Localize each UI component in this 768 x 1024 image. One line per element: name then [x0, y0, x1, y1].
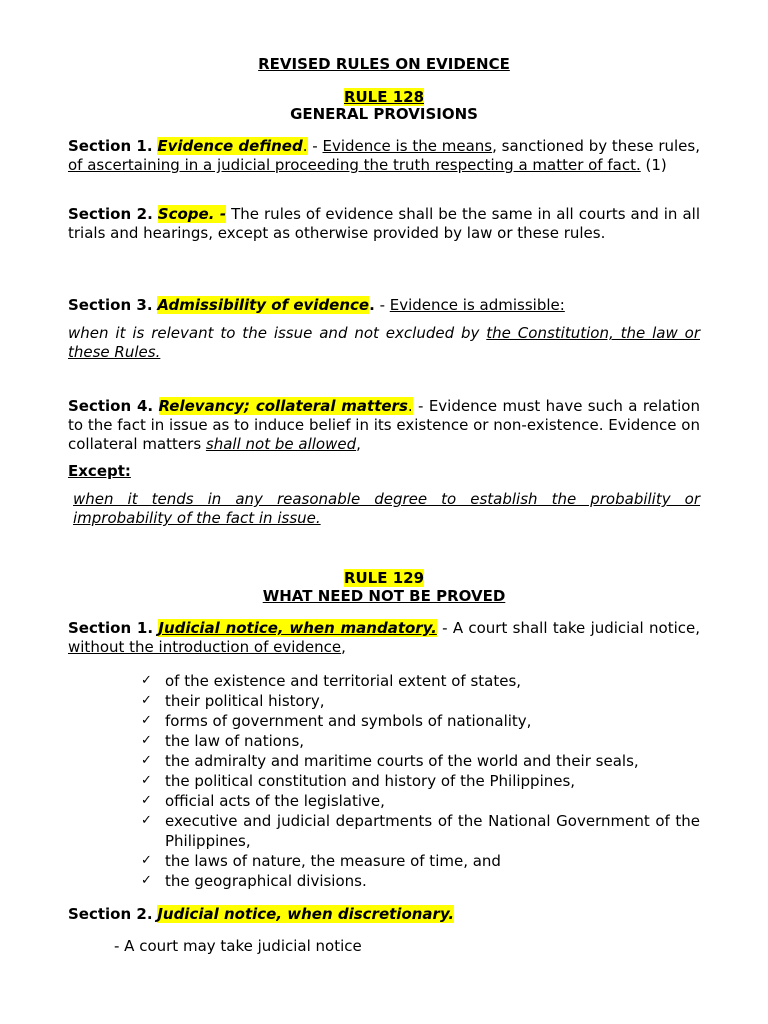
r128-section-2: Section 2. Scope. - The rules of evidence shall be the same in all courts and in all trials and hearings, except as otherwise provided by law or these rules.	[68, 205, 700, 242]
list-item: ✓ their political history,	[141, 692, 325, 710]
section-number: Section 4.	[68, 397, 154, 415]
section-title: Judicial notice, when mandatory.	[158, 619, 437, 637]
judicial-notice-list	[137, 671, 700, 891]
document-title: REVISED RULES ON EVIDENCE	[258, 55, 510, 73]
check-icon: ✓	[141, 793, 152, 808]
section-number: Section 2.	[68, 905, 153, 923]
check-icon: ✓	[141, 753, 152, 768]
list-item: ✓ the laws of nature, the measure of time, and	[141, 852, 501, 870]
check-icon: ✓	[141, 713, 152, 728]
r128-section-4: Section 4. Relevancy; collateral matters. - Evidence must have such a relation to the fact in issue as to induce belief in its existence or non-existence. Evidence on collateral matters shall not be allowed,	[68, 397, 700, 453]
check-icon: ✓	[141, 733, 152, 748]
list-item: ✓ the geographical divisions.	[141, 872, 367, 890]
check-icon: ✓	[141, 853, 152, 868]
section-title: Admissibility of evidence	[157, 296, 370, 314]
except-text: when it tends in any reasonable degree to establish the probability or improbability of the fact in issue.	[73, 490, 700, 527]
list-item: ✓ the political constitution and history of the Philippines,	[141, 772, 576, 790]
check-icon: ✓	[141, 773, 152, 788]
check-icon: ✓	[141, 813, 152, 828]
section-title: Relevancy; collateral matters	[158, 397, 408, 415]
r128-section-3-condition: when it is relevant to the issue and not excluded by the Constitution, the law or these Rules.	[68, 324, 700, 361]
list-item: ✓ of the existence and territorial extent of states,	[141, 672, 522, 690]
check-icon: ✓	[141, 673, 152, 688]
check-icon: ✓	[141, 693, 152, 708]
list-item: ✓ forms of government and symbols of nationality,	[141, 712, 532, 730]
r129-section-2	[68, 905, 700, 924]
section-title: Evidence defined	[157, 137, 303, 155]
r129-section-2-text: - A court may take judicial notice	[114, 937, 362, 955]
r128-section-3: Section 3. Admissibility of evidence. - Evidence is admissible:	[68, 296, 565, 314]
r129-section-1: Section 1. Judicial notice, when mandatory. - A court shall take judicial notice, without the introduction of evidence,	[68, 619, 700, 656]
list-item: ✓ official acts of the legislative,	[141, 792, 385, 810]
rule-129-subtitle: WHAT NEED NOT BE PROVED	[262, 587, 506, 605]
section-title: Judicial notice, when discretionary.	[157, 905, 455, 923]
r128-section-1: Section 1. Evidence defined. - Evidence is the means, sanctioned by these rules, of ascertaining in a judicial proceeding the truth respecting a matter of fact. (1)	[68, 137, 700, 174]
section-number: Section 1.	[68, 137, 153, 155]
rule-129-header	[68, 569, 700, 588]
section-number: Section 1.	[68, 619, 154, 637]
list-item: ✓ the law of nations,	[141, 732, 305, 750]
list-item: ✓ executive and judicial departments of the National Government of the Philippines,	[141, 812, 700, 850]
section-title: Scope. -	[157, 205, 227, 223]
section-number: Section 2.	[68, 205, 153, 223]
except-label: Except:	[68, 462, 131, 480]
rule-128-subtitle: GENERAL PROVISIONS	[290, 105, 478, 123]
check-icon: ✓	[141, 873, 152, 888]
rule-129-label: RULE 129	[343, 569, 425, 587]
list-item: ✓ the admiralty and maritime courts of the world and their seals,	[141, 752, 639, 770]
section-number: Section 3.	[68, 296, 153, 314]
rule-128-label: RULE 128	[343, 88, 425, 106]
